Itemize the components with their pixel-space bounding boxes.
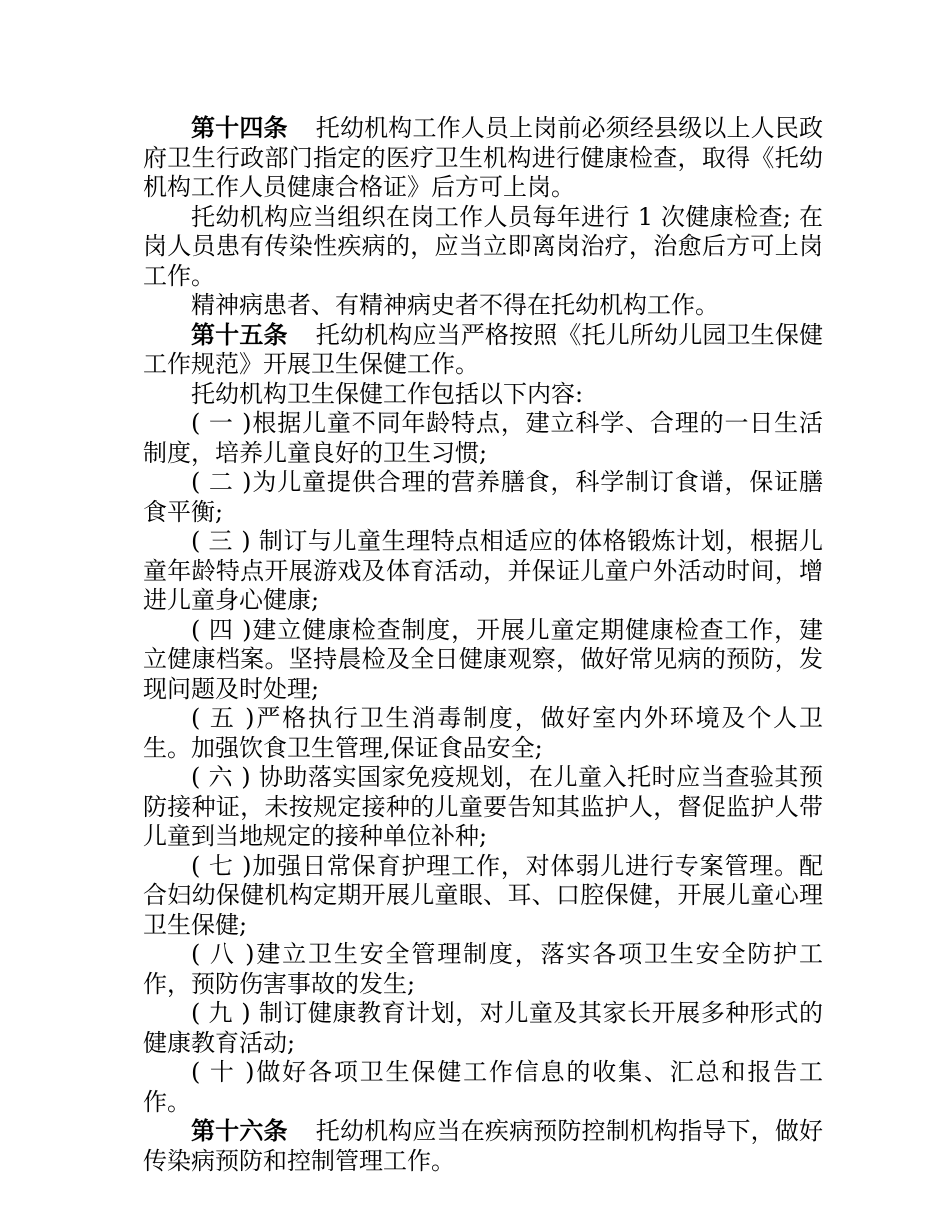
list-item: ( 八 )建立卫生安全管理制度，落实各项卫生安全防护工作，预防伤害事故的发生; xyxy=(143,940,823,998)
document-page xyxy=(143,114,823,1176)
list-item: ( 九 ) 制订健康教育计划，对儿童及其家长开展多种形式的健康教育活动; xyxy=(143,999,823,1057)
article-16-paragraph xyxy=(143,1117,823,1176)
article-15-paragraph-2: 托幼机构卫生保健工作包括以下内容: xyxy=(191,379,584,408)
list-item: ( 十 )做好各项卫生保健工作信息的收集、汇总和报告工作。 xyxy=(143,1058,823,1116)
list-item: ( 三 ) 制订与儿童生理特点相适应的体格锻炼计划，根据儿童年龄特点开展游戏及体育活动，并保证儿童户外活动时间，增进儿童身心健康; xyxy=(143,527,823,614)
article-15-heading: 第十五条 xyxy=(191,320,288,349)
list-item: ( 一 )根据儿童不同年龄特点，建立科学、合理的一日生活制度，培养儿童良好的卫生习惯; xyxy=(143,409,823,467)
article-14-text: 托幼机构工作人员上岗前必须经县级以上人民政府卫生行政部门指定的医疗卫生机构进行健康检查，取得《托幼机构工作人员健康合格证》后方可上岗。 xyxy=(143,114,823,201)
list-item: ( 七 )加强日常保育护理工作，对体弱儿进行专案管理。配合妇幼保健机构定期开展儿童眼、耳、口腔保健，开展儿童心理卫生保健; xyxy=(143,851,823,939)
list-item: ( 二 )为儿童提供合理的营养膳食，科学制订食谱，保证膳食平衡; xyxy=(143,468,823,526)
article-14-heading: 第十四条 xyxy=(191,114,288,142)
list-item: ( 六 ) 协助落实国家免疫规划，在儿童入托时应当查验其预防接种证，未按规定接种的儿童要告知其监护人，督促监护人带儿童到当地规定的接种单位补种; xyxy=(143,763,823,850)
article-15-text: 托幼机构应当严格按照《托儿所幼儿园卫生保健工作规范》开展卫生保健工作。 xyxy=(143,320,823,378)
article-14-paragraph xyxy=(143,114,823,203)
article-16-text: 托幼机构应当在疾病预防控制机构指导下，做好传染病预防和控制管理工作。 xyxy=(143,1117,823,1175)
article-14-paragraph-2: 托幼机构应当组织在岗工作人员每年进行 1 次健康检查; 在岗人员患有传染性疾病的，应当立即离岗治疗，治愈后方可上岗工作。 xyxy=(143,202,823,290)
list-item: ( 四 )建立健康检查制度，开展儿童定期健康检查工作，建立健康档案。坚持晨检及全日健康观察，做好常见病的预防，发现问题及时处理; xyxy=(143,615,823,703)
article-16-heading: 第十六条 xyxy=(191,1117,288,1145)
list-item: ( 五 )严格执行卫生消毒制度，做好室内外环境及个人卫生。加强饮食卫生管理,保证食品安全; xyxy=(143,704,823,762)
article-14-paragraph-3: 精神病患者、有精神病史者不得在托幼机构工作。 xyxy=(191,291,719,319)
article-15-paragraph xyxy=(143,321,823,380)
